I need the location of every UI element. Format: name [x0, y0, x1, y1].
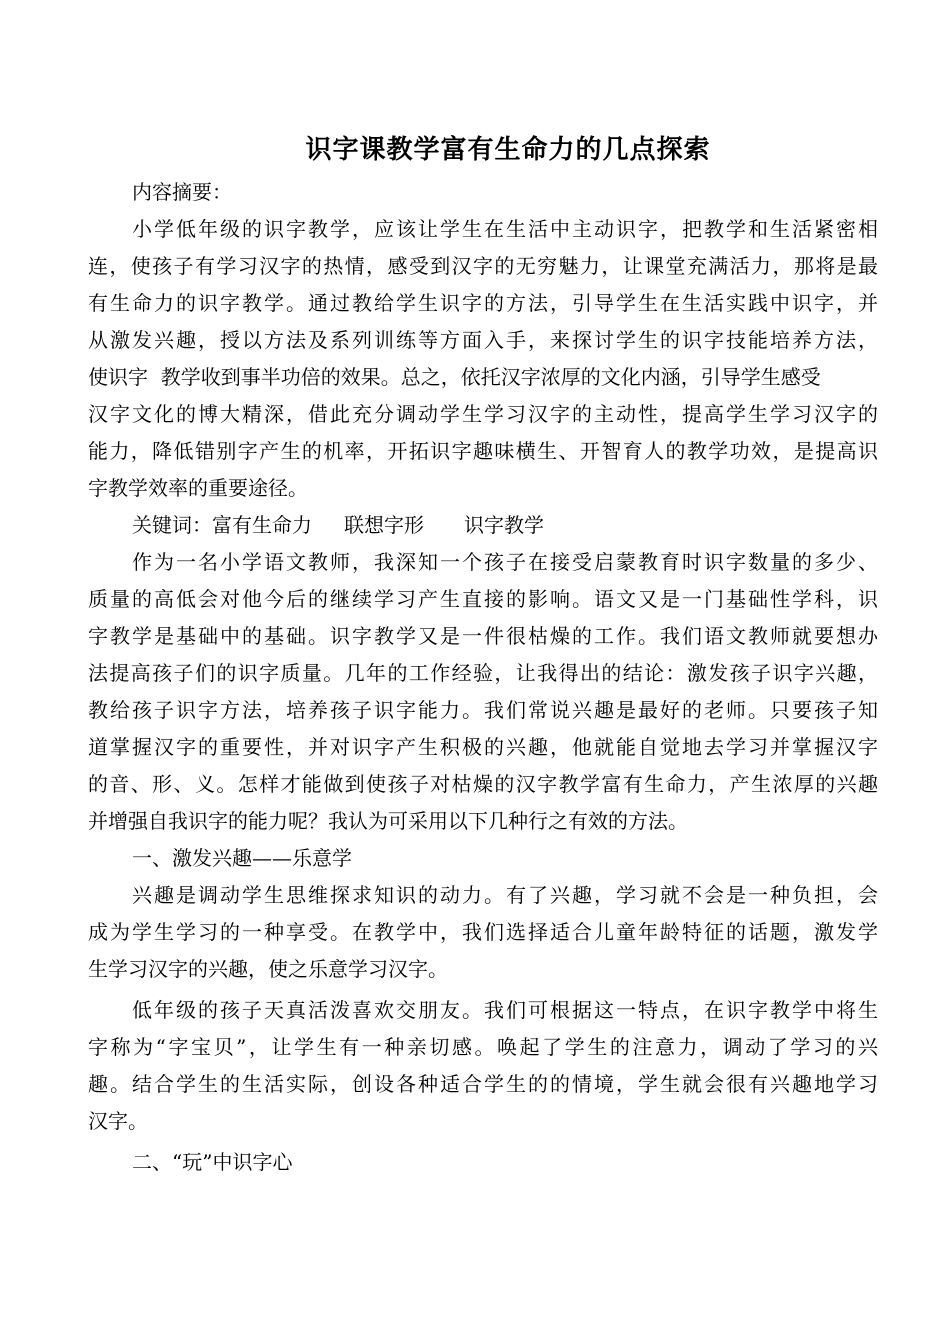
intro-line: 质量的高低会对他今后的继续学习产生直接的影响。语文又是一门基础性学科，识: [88, 587, 878, 611]
abstract-line: 能力，降低错别字产生的机率，开拓识字趣味横生、开智育人的教学功效，是提高识: [88, 439, 878, 463]
section-2-heading: 二、“玩”中识字心: [132, 1150, 293, 1174]
keyword-item: 富有生命力: [212, 513, 312, 537]
section-1-line: 成为学生学习的一种享受。在教学中，我们选择适合儿童年龄特征的话题，激发学: [88, 920, 878, 944]
keyword-item: 联想字形: [344, 513, 424, 537]
section-1-line: 生学习汉字的兴趣，使之乐意学习汉字。: [88, 957, 448, 981]
section-1-line: 字称为“字宝贝”，让学生有一种亲切感。唤起了学生的注意力，调动了学习的兴: [88, 1035, 878, 1059]
section-1-line: 汉字。: [88, 1109, 148, 1133]
keywords-line: [88, 507, 878, 544]
intro-line: 作为一名小学语文教师，我深知一个孩子在接受启蒙教育时识字数量的多少、: [132, 550, 878, 574]
document-page: [88, 130, 878, 1181]
abstract-line: 汉字文化的博大精深，借此充分调动学生学习汉字的主动性，提高学生学习汉字的: [88, 402, 878, 426]
keyword-item: 识字教学: [464, 513, 544, 537]
abstract-line: 连，使孩子有学习汉字的热情，感受到汉字的无穷魅力，让课堂充满活力，那将是最: [88, 254, 878, 278]
abstract-line: 有生命力的识字教学。通过教给学生识字的方法，引导学生在生活实践中识字，并: [88, 291, 878, 315]
abstract-line: 使识字 教学收到事半功倍的效果。总之，依托汉字浓厚的文化内涵，引导学生感受: [88, 365, 821, 389]
abstract-label: 内容摘要：: [132, 180, 232, 204]
abstract-line: 小学低年级的识字教学，应该让学生在生活中主动识字，把教学和生活紧密相: [132, 217, 878, 241]
intro-line: 教给孩子识字方法，培养孩子识字能力。我们常说兴趣是最好的老师。只要孩子知: [88, 698, 878, 722]
document-title: 识字课教学富有生命力的几点探索: [305, 135, 711, 165]
section-1-heading: 一、激发兴趣——乐意学: [132, 846, 352, 870]
section-1-paragraph-2: [88, 992, 878, 1140]
intro-paragraph: [88, 544, 878, 840]
intro-line: 字教学是基础中的基础。识字教学又是一件很枯燥的工作。我们语文教师就要想办: [88, 624, 878, 648]
abstract-line: 从激发兴趣，授以方法及系列训练等方面入手，来探讨学生的识字技能培养方法，: [88, 328, 878, 352]
abstract-line: 字教学效率的重要途径。: [88, 476, 308, 500]
section-1-line: 低年级的孩子天真活泼喜欢交朋友。我们可根据这一特点，在识字教学中将生: [132, 998, 878, 1022]
intro-line: 道掌握汉字的重要性，并对识字产生积极的兴趣，他就能自觉地去学习并掌握汉字: [88, 735, 878, 759]
section-1-paragraph-1: [88, 877, 878, 988]
intro-line: 并增强自我识字的能力呢？我认为可采用以下几种行之有效的方法。: [88, 809, 688, 833]
intro-line: 的音、形、义。怎样才能做到使孩子对枯燥的汉字教学富有生命力，产生浓厚的兴趣: [88, 772, 878, 796]
abstract-paragraph: [88, 211, 878, 507]
keywords-label: 关键词：: [132, 513, 212, 537]
section-1-line: 趣。结合学生的生活实际，创设各种适合学生的的情境，学生就会很有兴趣地学习: [88, 1072, 878, 1096]
intro-line: 法提高孩子们的识字质量。几年的工作经验，让我得出的结论：激发孩子识字兴趣，: [88, 661, 878, 685]
section-1-line: 兴趣是调动学生思维探求知识的动力。有了兴趣，学习就不会是一种负担，会: [132, 883, 878, 907]
